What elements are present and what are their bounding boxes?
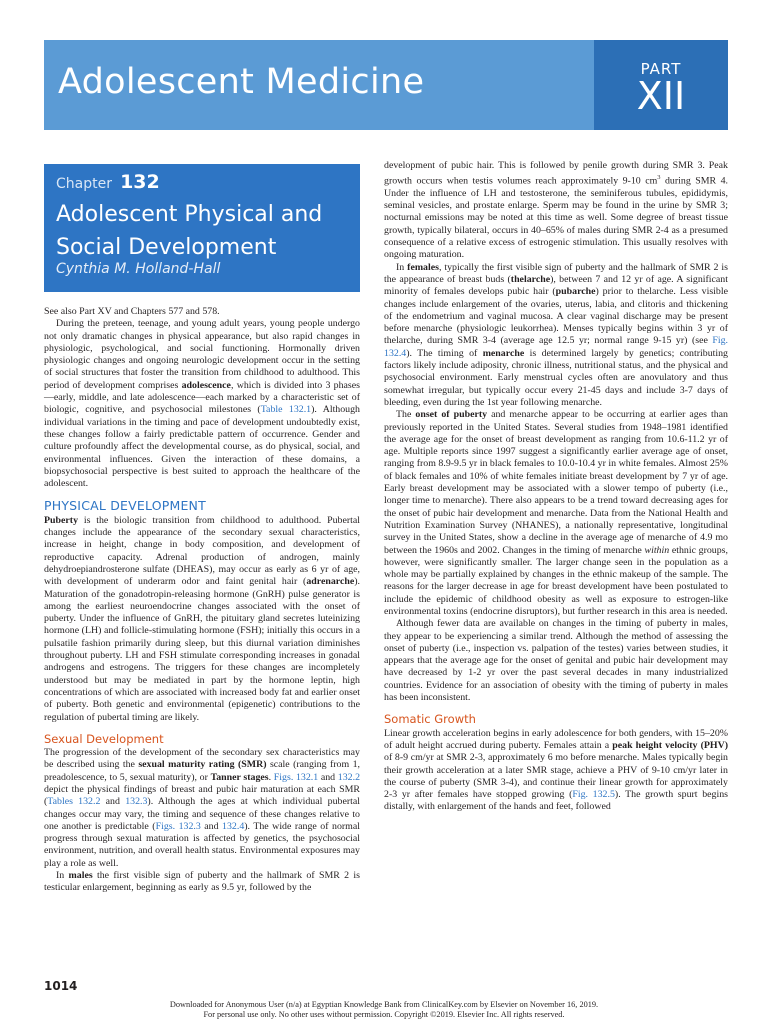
footer-line-2: For personal use only. No other uses without permission. Copyright ©2019. Elsevier Inc. All rights reserved. <box>203 1010 565 1019</box>
part-number-box <box>594 40 728 130</box>
intro-paragraph: During the preteen, teenage, and young adult years, young people undergo not only dramatic changes in physical appearance, but also rapid changes in physiologic, psychological, and social functioning. Hormonally driven physiologic changes and ongoing neurologic development occur in the setting of social structures that foster the transition from childhood to adulthood. This period of development comprises adolescence, which is divided into 3 phases—early, middle, and late adolescence—each marked by a characteristic set of biologic, cognitive, and psychosocial milestones (Table 132.1). Although individual variations in the timing and pace of development undoubtedly exist, these changes follow a fairly predictable pattern of occurrence. Gender and culture profoundly affect the developmental course, as do physical, social, and environmental influences. Given the interaction of these domains, a biopsychosocial perspective is best suited to approach the healthcare of the adolescent. <box>44 318 361 490</box>
table-link[interactable]: Table 132.1 <box>260 404 312 416</box>
figure-link[interactable]: Figs. 132.3 <box>155 820 201 832</box>
section-heading-physical-development: PHYSICAL DEVELOPMENT <box>44 498 206 514</box>
download-footer <box>0 1000 768 1020</box>
figure-link[interactable]: Fig. 132.4 <box>384 335 728 359</box>
table-link[interactable]: 132.3 <box>125 796 148 808</box>
table-link[interactable]: Tables 132.2 <box>47 796 101 808</box>
left-column <box>44 306 360 895</box>
part-title: Adolescent Medicine <box>58 62 425 102</box>
figure-link[interactable]: Fig. 132.5 <box>572 789 615 801</box>
figure-link[interactable]: 132.2 <box>337 771 360 783</box>
see-also-paragraph: See also Part XV and Chapters 577 and 578. <box>44 306 220 317</box>
footer-line-1: Downloaded for Anonymous User (n/a) at Egyptian Knowledge Bank from ClinicalKey.com by Elsevier on November 16, 2019. <box>169 1000 599 1009</box>
somatic-growth-paragraph: Linear growth acceleration begins in early adolescence for both genders, with 15–20% of adult height accrued during puberty. Females attain a peak height velocity (PHV) of 8-9 cm/yr at SMR 2-3, approximately 6 mo before menarche. Males typically begin their growth acceleration at a later SMR stage, achieve a PHV of 9-10 cm/yr later in the course of puberty (SMR 3-4), and continue their linear growth for approximately 2-3 yr after females have stopped growing (Fig. 132.5). The growth spurt begins distally, with enlargement of the hands and feet, followed <box>384 727 728 813</box>
females-paragraph: In females, typically the first visible sign of puberty and the hallmark of SMR 2 is the appearance of breast buds (thelarche), between 7 and 12 yr of age. A significant minority of females develops pubic hair (pubarche) prior to thelarche. Less visible changes include enlargement of the ovaries, uterus, labia, and clitoris and thickening of the endometrium and vaginal mucosa. A clear vaginal discharge may be present before menarche (physiologic leukorrhea). Menses typically begins within 3 yr of thelarche, during SMR 3-4 (average age 12.5 yr; normal range 9-15 yr) (see Fig. 132.4). The timing of menarche is determined largely by genetics; contributing factors likely include adiposity, chronic illness, nutritional status, and the physical and psychosocial environment. Early menstrual cycles often are anovulatory and thus somewhat irregular, but typically occur every 21-45 days and include 3-7 days of bleeding, even during the 1st year following menarche. <box>384 261 728 408</box>
part-label: PART <box>640 60 682 78</box>
chapter-author: Cynthia M. Holland-Hall <box>56 261 221 277</box>
chapter-title-line2: Social Development <box>56 235 277 260</box>
part-number: XII <box>636 74 686 118</box>
figure-link[interactable]: Figs. 132.1 <box>273 771 319 783</box>
continued-paragraph: development of pubic hair. This is followed by penile growth during SMR 3. Peak growth occurs when testis volumes reach approximately 9-10 $cm^3$ during SMR 4. Under the influence of LH and testosterone, the seminiferous tubules, epididymis, seminal vesicles, and prostate enlarge. Sperm may be found in the urine by SMR 3; nocturnal emissions may be noted at this time as well. Some degree of breast tissue growth, typically bilateral, occurs in 40–65% of males during SMR 2-4 as a presumed consequence of a relative excess of estrogenic stimulation. This usually resolves with ongoing maturation. <box>384 160 728 261</box>
onset-paragraph: The onset of puberty and menarche appear to be occurring at earlier ages than previously reported in the United States. Several studies from 1948–1981 identified the average age for the onset of breast development as ranging from 10.6-11.2 yr of age. Multiple reports since 1997 suggest a significantly earlier average age of onset, ranging from 8.9-9.5 yr in black females to 10.0-10.4 yr in white females. Almost 25% of black females and 10% of white females initiate breast development by 7 yr of age. Early breast development may be associated with a slower tempo of puberty (i.e., longer time to menarche). There also appears to be a trend toward decreasing ages for the onset of pubic hair development and menarche. Data from the National Health and Nutrition Examination Survey (NHANES), a nationally representative, longitudinal survey in the United States, show a decline in the average age of menarche of 4.9 mo between the 1960s and 2002. Changes in the timing of menarche within ethnic groups, however, were significantly smaller. The larger change seen in the population as a whole may be partially explained by changes in the ethnic makeup of the sample. The reasons for the larger decrease in age for breast development have been postulated to include the epidemic of childhood obesity as well as exposure to estrogen-like environmental toxins (endocrine disruptors), but further research in this area is needed. <box>384 409 728 617</box>
part-banner <box>44 40 728 130</box>
figure-link[interactable]: 132.4 <box>222 820 245 832</box>
chapter-title <box>56 198 356 264</box>
chapter-label-line <box>56 171 160 193</box>
sexual-development-paragraph: The progression of the development of the secondary sex characteristics may be described using the sexual maturity rating (SMR) scale (ranging from 1, preadolescence, to 5, sexual maturity), or Tanner stages. Figs. 132.1 and 132.2 depict the physical findings of breast and pubic hair maturation at each SMR (Tables 132.2 and 132.3). Although the ages at which individual pubertal changes occur may vary, the timing and sequence of these changes relative to one another is predictable (Figs. 132.3 and 132.4). The wide range of normal progress through sexual maturation is affected by genetics, the psychosocial environment, nutrition, and overall health status. Environmental exposures may play a role as well. <box>44 747 360 869</box>
chapter-label: Chapter <box>56 176 112 192</box>
right-column <box>384 160 728 814</box>
page-number: 1014 <box>44 979 78 993</box>
chapter-number: 132 <box>120 171 160 193</box>
chapter-header <box>44 164 360 292</box>
males-trend-paragraph: Although fewer data are available on changes in the timing of puberty in males, they appear to be experiencing a similar trend. Although the method of assessing the onset of puberty (i.e., inspection vs. palpation of the testes) varies between studies, it appears that the average age for the onset of genital and pubic hair development may have decreased by 1-2 yr over the past several decades in many industrialized countries. Evidence for an association of obesity with the timing of puberty in males has been inconsistent. <box>384 618 728 704</box>
section-heading-sexual-development: Sexual Development <box>44 731 164 746</box>
chapter-title-line1: Adolescent Physical and <box>56 202 323 227</box>
males-paragraph: In males the first visible sign of puberty and the hallmark of SMR 2 is testicular enlargement, beginning as early as 9.5 yr, followed by the <box>44 870 360 894</box>
puberty-paragraph: Puberty is the biologic transition from childhood to adulthood. Pubertal changes include the appearance of the secondary sexual characteristics, increase in height, change in body composition, and development of reproductive capacity. Adrenal production of androgen, mainly dehydroepiandrosterone sulfate (DHEAS), may occur as early as 6 yr of age, with development of underarm odor and faint genital hair (adrenarche). Maturation of the gonadotropin-releasing hormone (GnRH) pulse generator is among the earliest neuroendocrine changes associated with the onset of puberty. Under the influence of GnRH, the pituitary gland secretes luteinizing hormone (LH) and follicle-stimulating hormone (FSH); initially this occurs in a pulsatile fashion primarily during sleep, but this diurnal variation diminishes throughout puberty. LH and FSH stimulate corresponding increases in gonadal androgens and estrogens. The triggers for these changes are incompletely understood but may be mediated in part by the hormone leptin, high concentrations of which are associated with increased body fat and earlier onset of puberty. Both genetic and environmental (epigenetic) contributions to the regulation of pubertal timing are likely. <box>44 514 360 723</box>
section-heading-somatic-growth: Somatic Growth <box>384 712 476 727</box>
